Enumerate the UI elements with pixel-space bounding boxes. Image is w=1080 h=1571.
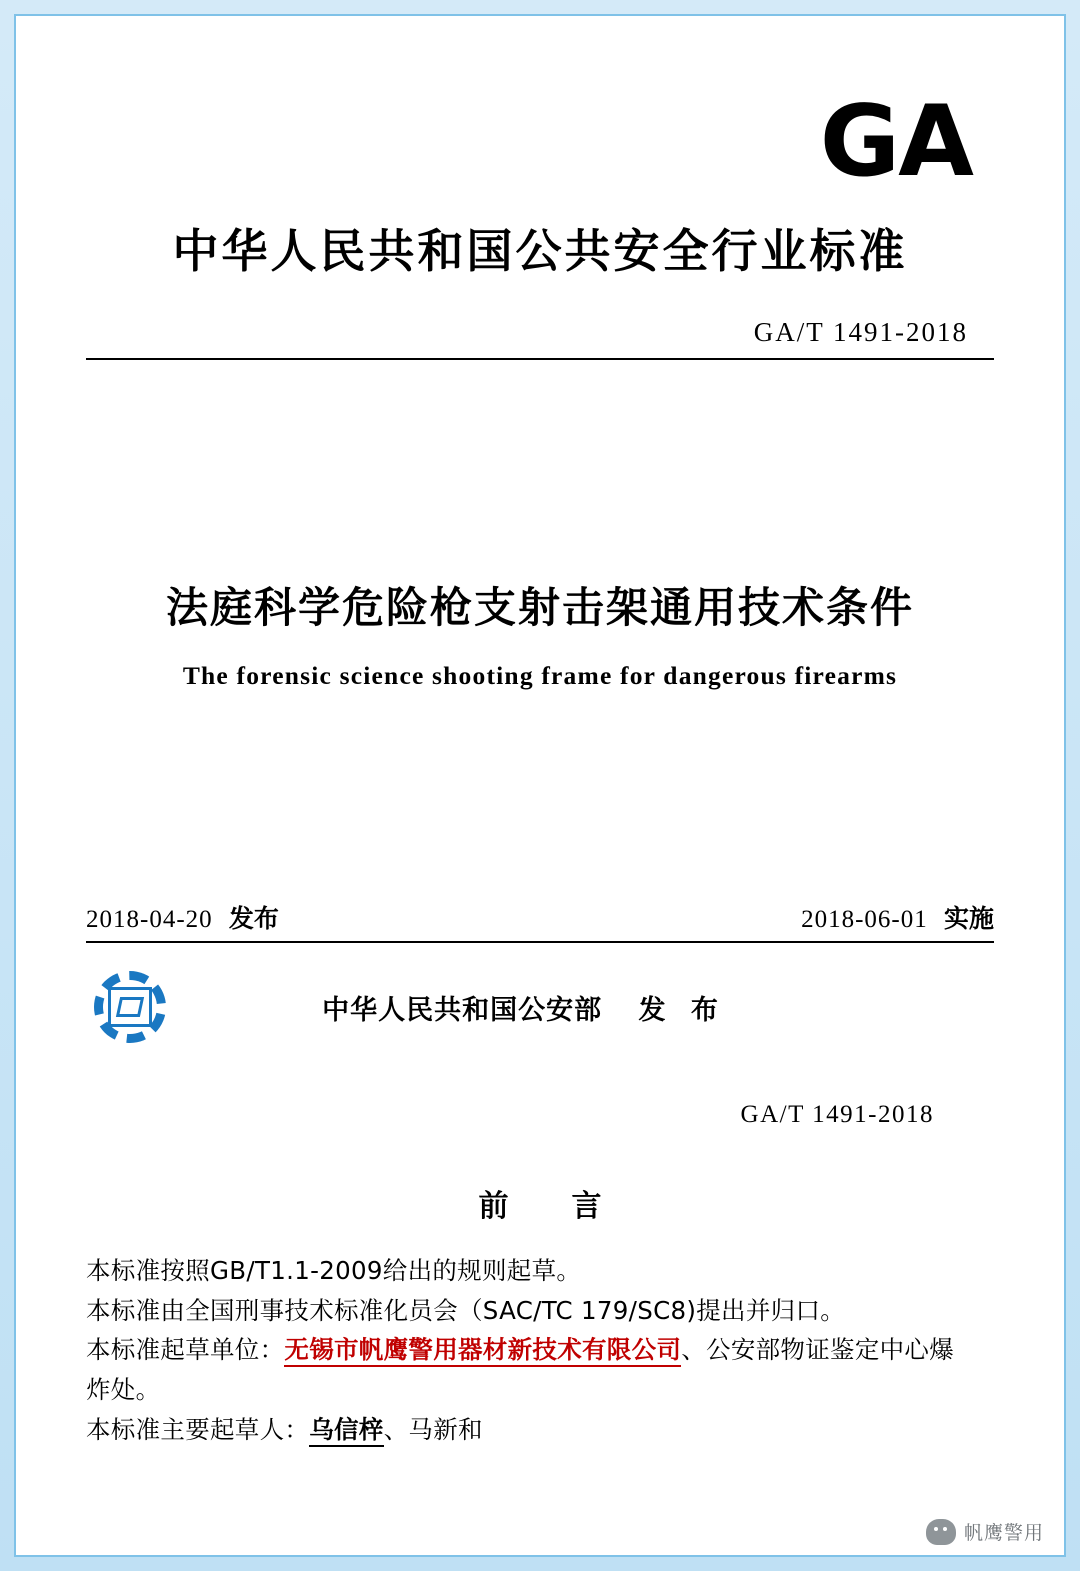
standard-code: GA/T 1491-2018 [753,317,968,348]
effective-date-group [801,899,994,935]
document-title-cn: 法庭科学危险枪支射击架通用技术条件 [165,583,914,633]
wechat-icon [926,1519,956,1545]
document-sheet [16,16,1064,1555]
foreword-line-2: 本标准由全国刑事技术标准化员会（SAC/TC 179/SC8)提出并归口。 [86,1295,846,1325]
issue-label: 发布 [228,904,279,934]
publisher-line [174,988,994,1027]
header-divider [86,358,994,360]
issue-date-group [86,899,279,935]
cover-section [16,16,1064,1045]
effective-label: 实施 [943,904,994,934]
foreword-line-3-wrap: 炸处。 [86,1375,161,1405]
drafters-suffix: 、马新和 [383,1414,483,1444]
foreword-page-code: GA/T 1491-2018 [740,1101,934,1129]
foreword-heading-left: 前 [478,1189,509,1225]
publisher-name: 中华人民共和国公安部 [322,994,603,1026]
emblem-core [108,987,152,1027]
foreword-heading [86,1181,994,1225]
drafting-units-suffix: 、公安部物证鉴定中心爆 [681,1335,955,1365]
organization-title: 中华人民共和国公共安全行业标准 [172,224,908,279]
foreword-body [86,1251,994,1449]
wechat-watermark [916,1512,1054,1551]
foreword-line-1: 本标准按照GB/T1.1-2009给出的规则起草。 [86,1256,582,1286]
issue-date: 2018-04-20 [86,906,213,934]
ga-logo: GA [819,85,972,199]
wechat-account-name: 帆鹰警用 [963,1522,1044,1544]
title-block [86,575,994,691]
dates-divider [86,941,994,943]
police-emblem-icon [86,969,174,1045]
drafter-primary: 乌信梓 [309,1415,383,1447]
publisher-action: 发 布 [638,994,726,1026]
foreword-line-4 [86,1410,994,1450]
drafting-units-prefix: 本标准起草单位： [86,1335,285,1365]
document-title-en: The forensic science shooting frame for dangerous firearms [182,661,898,691]
dates-row [86,899,994,935]
effective-date: 2018-06-01 [801,906,928,934]
drafters-prefix: 本标准主要起草人： [86,1414,310,1444]
drafting-unit-highlight: 无锡市帆鹰警用器材新技术有限公司 [284,1335,681,1367]
issuer-row [86,969,994,1045]
foreword-section [16,1101,1064,1449]
foreword-heading-right: 言 [571,1189,602,1225]
foreword-line-3 [86,1330,994,1370]
